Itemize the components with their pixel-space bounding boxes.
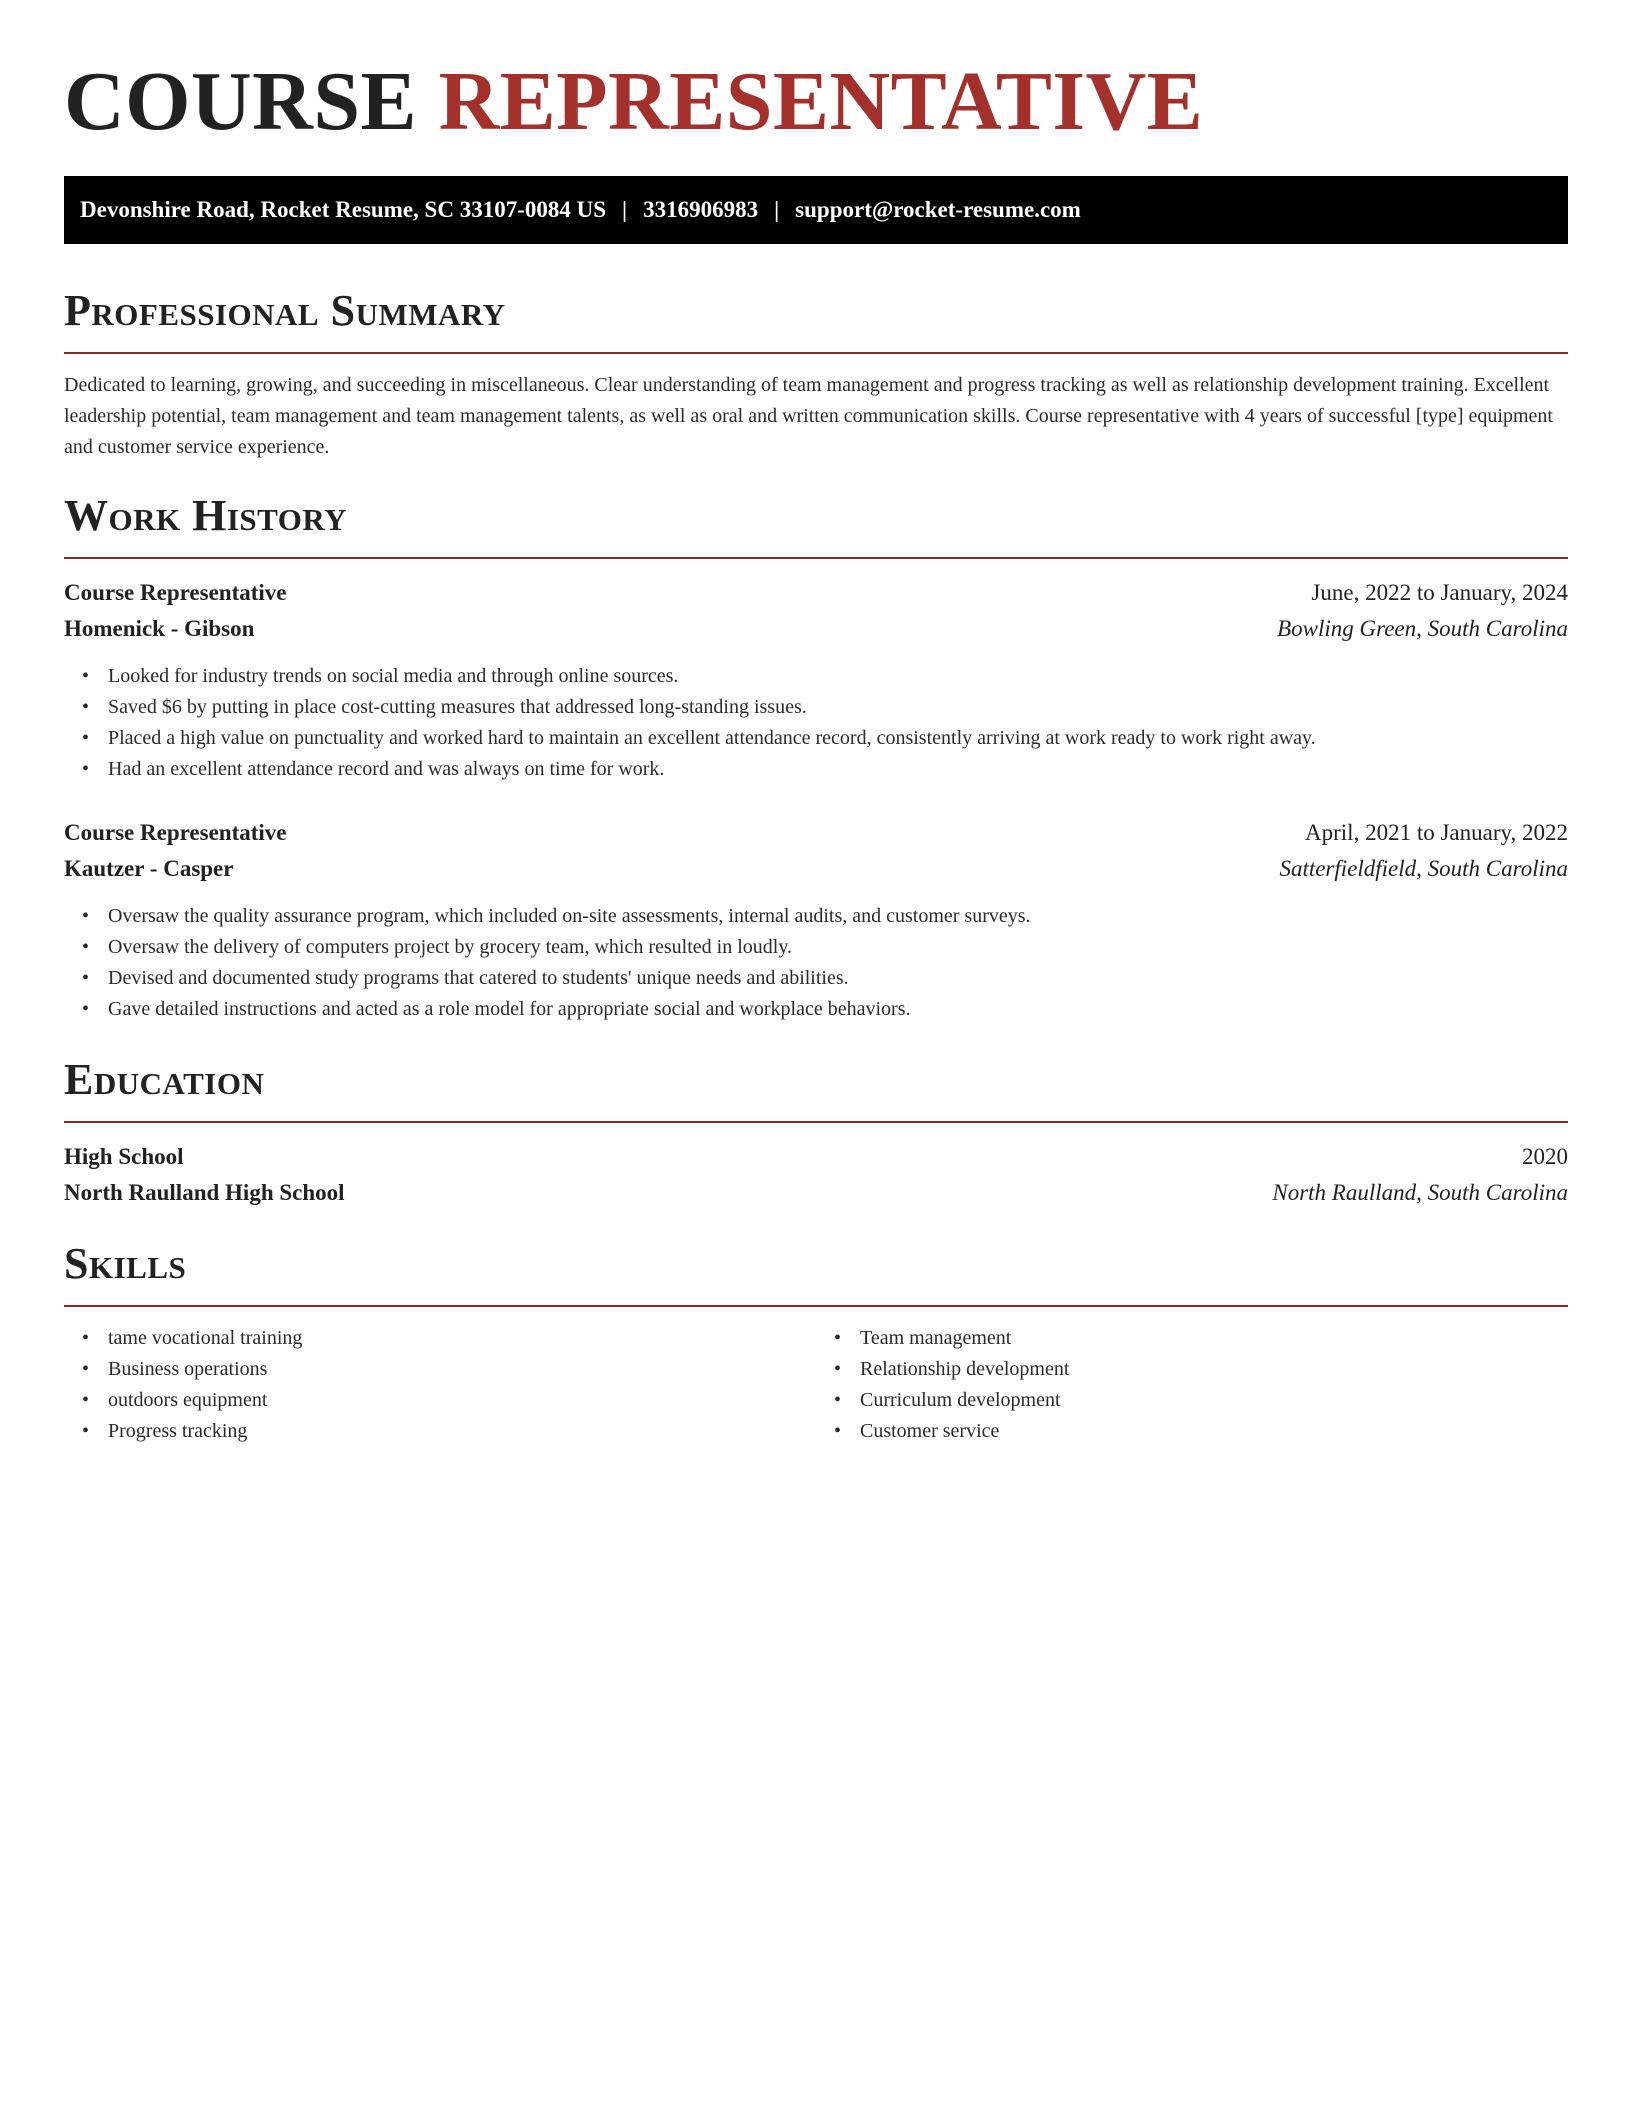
job-title: Course Representative [64,820,287,845]
section-heading-summary: Professional Summary [64,286,506,335]
contact-separator: | [622,197,628,222]
job-bullet: • Gave detailed instructions and acted as a role model for appropriate social and workplace behaviors. [108,994,1568,1025]
professional-summary-section [64,284,1568,463]
skills-list [64,1323,816,1447]
job-bullet: • Saved $6 by putting in place cost-cutting measures that addressed long-standing issues. [108,692,1568,723]
skill-item: • Business operations [108,1354,816,1385]
summary-text: Dedicated to learning, growing, and succeeding in miscellaneous. Clear understanding of team management and progress tracking as well as relationship development training. Excellent leadership potential, team management and team management talents, as well as oral and written communication skills. Course representative with 4 years of successful [type] equipment and customer service experience. [64,374,1553,458]
contact-phone: 3316906983 [643,197,759,222]
job-bullet: • Devised and documented study programs that catered to students' unique needs and abilities. [108,963,1568,994]
job-header-row [64,577,1568,609]
job-company-row [64,853,1568,885]
skill-item: • Relationship development [860,1354,1568,1385]
skills-list [816,1323,1568,1447]
section-heading-work-history: Work History [64,491,348,540]
section-divider [64,1121,1568,1123]
job-bullet-list [64,901,1568,1025]
job-dates: April, 2021 to January, 2022 [1305,820,1568,845]
education-entry [64,1141,1568,1209]
education-header-row [64,1141,1568,1173]
contact-address: Devonshire Road, Rocket Resume, SC 33107-0084 US [80,197,607,222]
skill-item: • Team management [860,1323,1568,1354]
education-location: North Raulland, South Carolina [1272,1180,1568,1205]
skill-item: • tame vocational training [108,1323,816,1354]
job-bullet: • Oversaw the delivery of computers project by grocery team, which resulted in loudly. [108,932,1568,963]
job-bullet-list [64,661,1568,785]
skill-item: • Customer service [860,1416,1568,1447]
education-section [64,1053,1568,1209]
job-entry [64,577,1568,785]
education-degree: High School [64,1144,184,1169]
skill-item: • outdoors equipment [108,1385,816,1416]
work-history-section [64,489,1568,1025]
job-company: Kautzer - Casper [64,856,234,881]
job-header-row [64,817,1568,849]
job-title: Course Representative [64,580,287,605]
section-divider [64,557,1568,559]
education-school-row [64,1177,1568,1209]
skill-item: • Curriculum development [860,1385,1568,1416]
candidate-name [64,52,1568,152]
job-bullet: • Placed a high value on punctuality and worked hard to maintain an excellent attendance record, consistently arriving at work ready to work right away. [108,723,1568,754]
section-divider [64,352,1568,354]
section-heading-education: Education [64,1055,265,1104]
job-location: Bowling Green, South Carolina [1277,616,1568,641]
job-bullet: • Had an excellent attendance record and was always on time for work. [108,754,1568,785]
skills-section [64,1237,1568,1447]
skills-column-right [816,1323,1568,1447]
skill-item: • Progress tracking [108,1416,816,1447]
education-year: 2020 [1522,1144,1568,1169]
contact-bar [64,176,1568,244]
job-company: Homenick - Gibson [64,616,255,641]
job-location: Satterfieldfield, South Carolina [1279,856,1568,881]
skills-grid [64,1323,1568,1447]
contact-separator: | [774,197,780,222]
name-first: COURSE [64,55,418,148]
skills-column-left [64,1323,816,1447]
job-bullet: • Oversaw the quality assurance program, which included on-site assessments, internal audits, and customer surveys. [108,901,1568,932]
job-entry [64,817,1568,1025]
section-divider [64,1305,1568,1307]
education-school: North Raulland High School [64,1180,345,1205]
name-last: REPRESENTATIVE [438,55,1204,148]
job-bullet: • Looked for industry trends on social media and through online sources. [108,661,1568,692]
job-company-row [64,613,1568,645]
section-heading-skills: Skills [64,1239,187,1288]
contact-email: support@rocket-resume.com [795,197,1081,222]
job-dates: June, 2022 to January, 2024 [1311,580,1568,605]
